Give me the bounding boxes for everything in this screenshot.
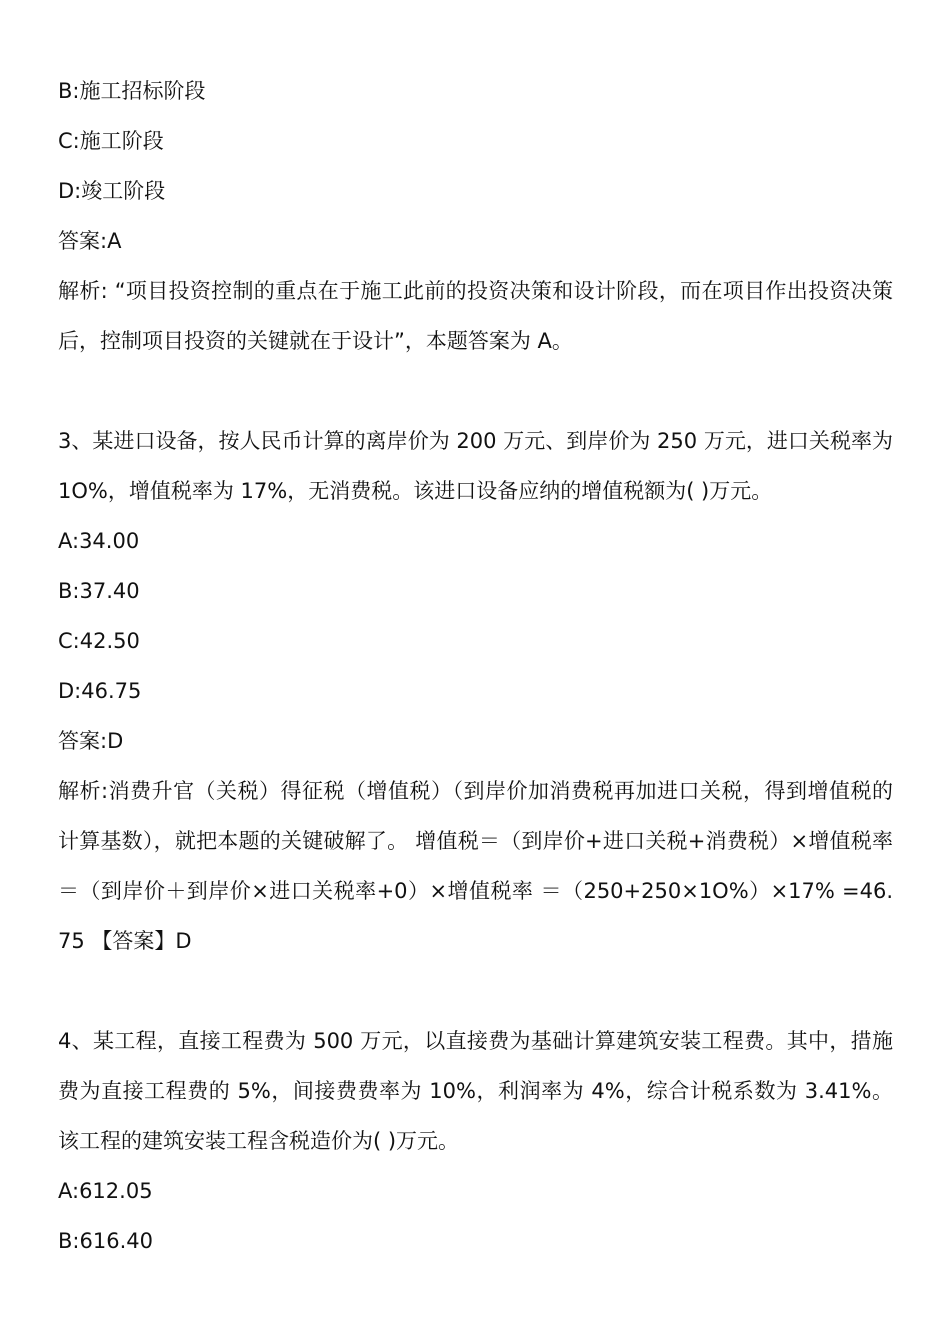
spacer [58,966,893,1016]
q2-option-d: D:竣工阶段 [58,179,166,203]
q3-analysis: 解析:消费升官（关税）得征税（增值税）（到岸价加消费税再加进口关税，得到增值税的计算基数），就把本题的关键破解了。 增值税＝（到岸价+进口关税+消费税）×增值税率 ＝（到岸价＋到岸价×进口关税率+0）×增值税率 ＝（250+250×1O%）×17% =46.75 【答案】D [58,779,893,953]
q3-answer: 答案:D [58,729,124,753]
q3-stem: 3、某进口设备，按人民币计算的离岸价为 200 万元、到岸价为 250 万元，进口关税率为 1O%，增值税率为 17%，无消费税。该进口设备应纳的增值税额为( )万元。 [58,429,893,503]
spacer [58,366,893,416]
q2-option-c: C:施工阶段 [58,129,164,153]
q4-option-a: A:612.05 [58,1179,153,1203]
q3-option-d: D:46.75 [58,679,142,703]
q2-answer: 答案:A [58,229,122,253]
q2-option-b: B:施工招标阶段 [58,79,206,103]
q2-analysis: 解析: “项目投资控制的重点在于施工此前的投资决策和设计阶段，而在项目作出投资决策后，控制项目投资的关键就在于设计”，本题答案为 A。 [58,279,893,353]
q4-stem: 4、某工程，直接工程费为 500 万元，以直接费为基础计算建筑安装工程费。其中，措施费为直接工程费的 5%，间接费费率为 10%，利润率为 4%，综合计税系数为 3.41%。该工程的建筑安装工程含税造价为( )万元。 [58,1029,893,1153]
q3-option-a: A:34.00 [58,529,140,553]
q4-option-b: B:616.40 [58,1229,153,1253]
document-page [58,66,893,1266]
q3-option-c: C:42.50 [58,629,140,653]
q3-option-b: B:37.40 [58,579,140,603]
